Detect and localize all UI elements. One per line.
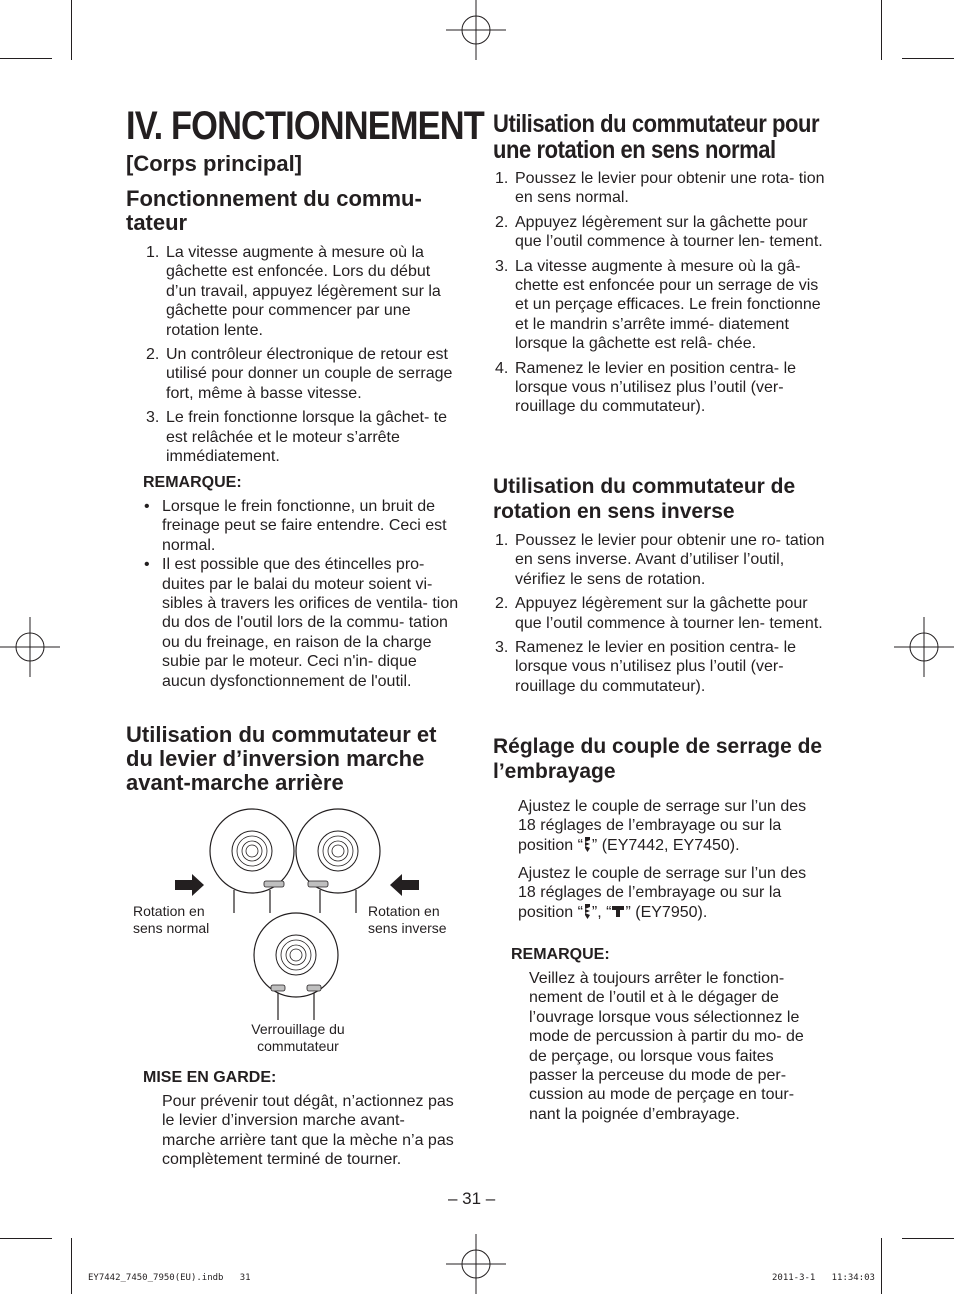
list-item: 2. Appuyez légèrement sur la gâchette pour que l’outil commence à tourner len- tement.: [495, 595, 823, 632]
crop-mark: [0, 1238, 52, 1239]
label-rotation-reverse: Rotation en sens inverse: [368, 903, 447, 936]
caution-text: Pour prévenir tout dégât, n’actionnez pas le levier d’inversion marche avant- marche arrière tant que la mèche n’a pas complètement terminé de tourner.: [162, 1093, 454, 1169]
normal-heading: Utilisation du commutateur pour une rotation en sens normal: [493, 110, 820, 164]
reverse-rotation-list: [495, 531, 829, 701]
label-rotation-normal: Rotation en sens normal: [133, 903, 210, 936]
list-item: • Lorsque le frein fonctionne, un bruit de freinage peut se faire entendre. Ceci est normal.: [144, 498, 447, 554]
clutch-heading: Réglage du couple de serrage de l’embrayage: [493, 735, 823, 783]
drill-mode-icon: [583, 837, 592, 852]
list-item: 4. Ramenez le levier en position centra- le lorsque vous n’utilisez plus l’outil (ver- rouillage du commutateur).: [495, 359, 797, 416]
list-item: • Il est possible que des étincelles pro- duites par le balai du moteur soient vi- sibles à travers les orifices de ventila- tion du dos de l'outil lors de la commu- tation ou du freinage, en raison de la charge subie par le moteur. Ceci n'in- dique aucun dysfonctionnement de l'outil.: [144, 556, 459, 690]
page-number: – 31 –: [448, 1189, 496, 1208]
list-item: 1. La vitesse augmente à mesure où la gâchette est enfoncée. Lors du début d’un travail, appuyez légèrement sur la gâchette pour commencer par une rotation lente.: [146, 244, 441, 339]
footer-datetime: 2011-3-1 11:34:03: [772, 1273, 875, 1283]
subsection-title: Fonctionnement du commu- tateur: [126, 186, 422, 235]
arrow-left-icon: [390, 874, 419, 896]
list-item: 3. Le frein fonctionne lorsque la gâchet- te est relâchée et le moteur s’arrête immédiatement.: [146, 409, 448, 466]
crop-mark: [71, 1238, 72, 1294]
registration-mark-left: [0, 617, 60, 677]
list-item: 3. La vitesse augmente à mesure où la gâ- chette est enfoncée pour un serrage de vis et un perçage efficaces. Le frein fonctionne et le mandrin s’arrête immé- diatement lorsque la gâchette est relâ- chée.: [495, 257, 821, 353]
tool-normal-icon: [210, 809, 294, 913]
hammer-mode-icon: [611, 905, 625, 918]
registration-mark-top: [446, 0, 506, 60]
list-item: 1. Poussez le levier pour obtenir une rota- tion en sens normal.: [495, 170, 825, 207]
trigger-list: [146, 243, 458, 471]
remark-label-right: REMARQUE:: [511, 946, 610, 963]
clutch-paragraph-2: Ajustez le couple de serrage sur l’un des 18 réglages de l’embrayage ou sur la position “ ”, “ ” (EY7950).: [518, 865, 807, 921]
arrow-right-icon: [175, 874, 204, 896]
crop-mark: [881, 1238, 882, 1294]
list-item: 2. Un contrôleur électronique de retour est utilisé pour donner un couple de serrage fort, même à basse vitesse.: [146, 346, 453, 402]
reverse-heading: Utilisation du commutateur de rotation en sens inverse: [493, 475, 796, 523]
remark-list: [144, 497, 460, 691]
footer-file: EY7442_7450_7950(EU).indb 31: [88, 1273, 251, 1283]
crop-mark: [881, 0, 882, 60]
registration-mark-bottom: [446, 1234, 506, 1294]
list-item: 2. Appuyez légèrement sur la gâchette pour que l’outil commence à tourner len- tement.: [495, 213, 823, 251]
crop-mark: [0, 58, 52, 59]
tool-reverse-icon: [296, 809, 380, 913]
caution-label: MISE EN GARDE:: [143, 1069, 277, 1086]
section-title: [Corps principal]: [126, 151, 303, 176]
registration-mark-right: [894, 617, 954, 677]
remark-text-right: Veillez à toujours arrêter le fonction- nement de l’outil et à le dégager de l’ouvrage lorsque vous sélectionnez le mode de percussion à partir du mo- de de perçage, ou lorsque vous faites passer la perceuse du mode de per- cussion au mode de perçage en tour- nant la poignée d’embrayage.: [529, 970, 804, 1123]
label-switch-lock: Verrouillage du commutateur: [251, 1021, 345, 1054]
normal-rotation-list: [495, 169, 829, 422]
crop-mark: [902, 58, 954, 59]
drill-mode-icon: [583, 904, 592, 919]
remark-label: REMARQUE:: [143, 474, 242, 491]
list-item: 1. Poussez le levier pour obtenir une ro- tation en sens inverse. Avant d’utiliser l’outil, vérifiez le sens de rotation.: [495, 532, 825, 588]
chapter-title: IV. FONCTIONNEMENT: [126, 104, 484, 148]
crop-mark: [902, 1238, 954, 1239]
crop-mark: [71, 0, 72, 60]
list-item: 3. Ramenez le levier en position centra- le lorsque vous n’utilisez plus l’outil (ver- rouillage du commutateur).: [495, 639, 797, 695]
tool-lock-icon: [254, 913, 338, 1020]
lever-heading: Utilisation du commutateur et du levier d’inversion marche avant-marche arrière: [126, 722, 437, 795]
clutch-paragraph-1: Ajustez le couple de serrage sur l’un des 18 réglages de l’embrayage ou sur la position “ ” (EY7442, EY7450).: [518, 798, 807, 854]
